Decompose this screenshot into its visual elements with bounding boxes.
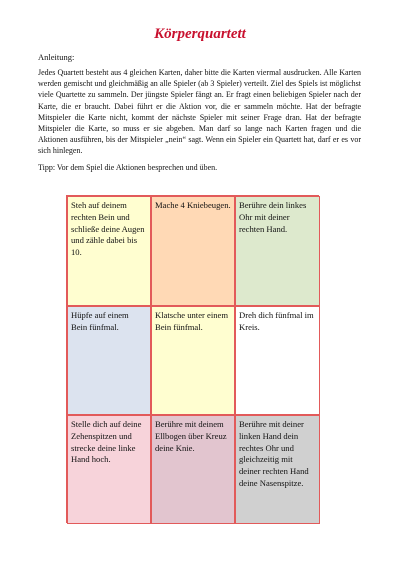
instructions-paragraph: Jedes Quartett besteht aus 4 gleichen Karten, daher bitte die Karten viermal ausdrucken. Alle Karten werden gemischt und gleichmäßig an alle Spieler (ab 3 Spieler) verteilt. Ziel des Spiels ist möglichst viele Quartette zu sammeln. Der jüngste Spieler fängt an. Er fragt einen beliebigen Spieler nach der Karte, die er braucht. Dabei führt er die Aktion vor, die er sammeln möchte. Hat der befragte Mitspieler die Karte nicht, kommt der nächste Spieler mit seiner Frage dran. Hat der befragte Mitspieler die Karte, so muss er sie abgeben. Man darf so lange nach Karten fragen und die Aktionen ausführen, bis der Mitspieler „nein“ sagt. Wenn ein Spieler ein Quartett hat, darf er es vor sich hinlegen. bbox=[38, 68, 361, 156]
card-5: Klatsche unter einem Bein fünfmal. bbox=[151, 306, 235, 415]
card-6: Dreh dich fünfmal im Kreis. bbox=[235, 306, 320, 415]
card-8: Berühre mit deinem Ellbogen über Kreuz deine Knie. bbox=[151, 415, 235, 524]
card-3: Berühre dein linkes Ohr mit deiner rechten Hand. bbox=[235, 196, 320, 306]
card-grid bbox=[66, 195, 319, 523]
instructions-heading: Anleitung: bbox=[38, 52, 75, 62]
tip-text: Tipp: Vor dem Spiel die Aktionen besprechen und üben. bbox=[38, 163, 218, 172]
card-1: Steh auf deinem rechten Bein und schließe deine Augen und zähle dabei bis 10. bbox=[67, 196, 151, 306]
page-title: Körperquartett bbox=[154, 26, 246, 42]
card-2: Mache 4 Kniebeugen. bbox=[151, 196, 235, 306]
card-9: Berühre mit deiner linken Hand dein rechtes Ohr und gleichzeitig mit deiner rechten Hand deine Nasenspitze. bbox=[235, 415, 320, 524]
card-4: Hüpfe auf einem Bein fünfmal. bbox=[67, 306, 151, 415]
card-7: Stelle dich auf deine Zehenspitzen und strecke deine linke Hand hoch. bbox=[67, 415, 151, 524]
